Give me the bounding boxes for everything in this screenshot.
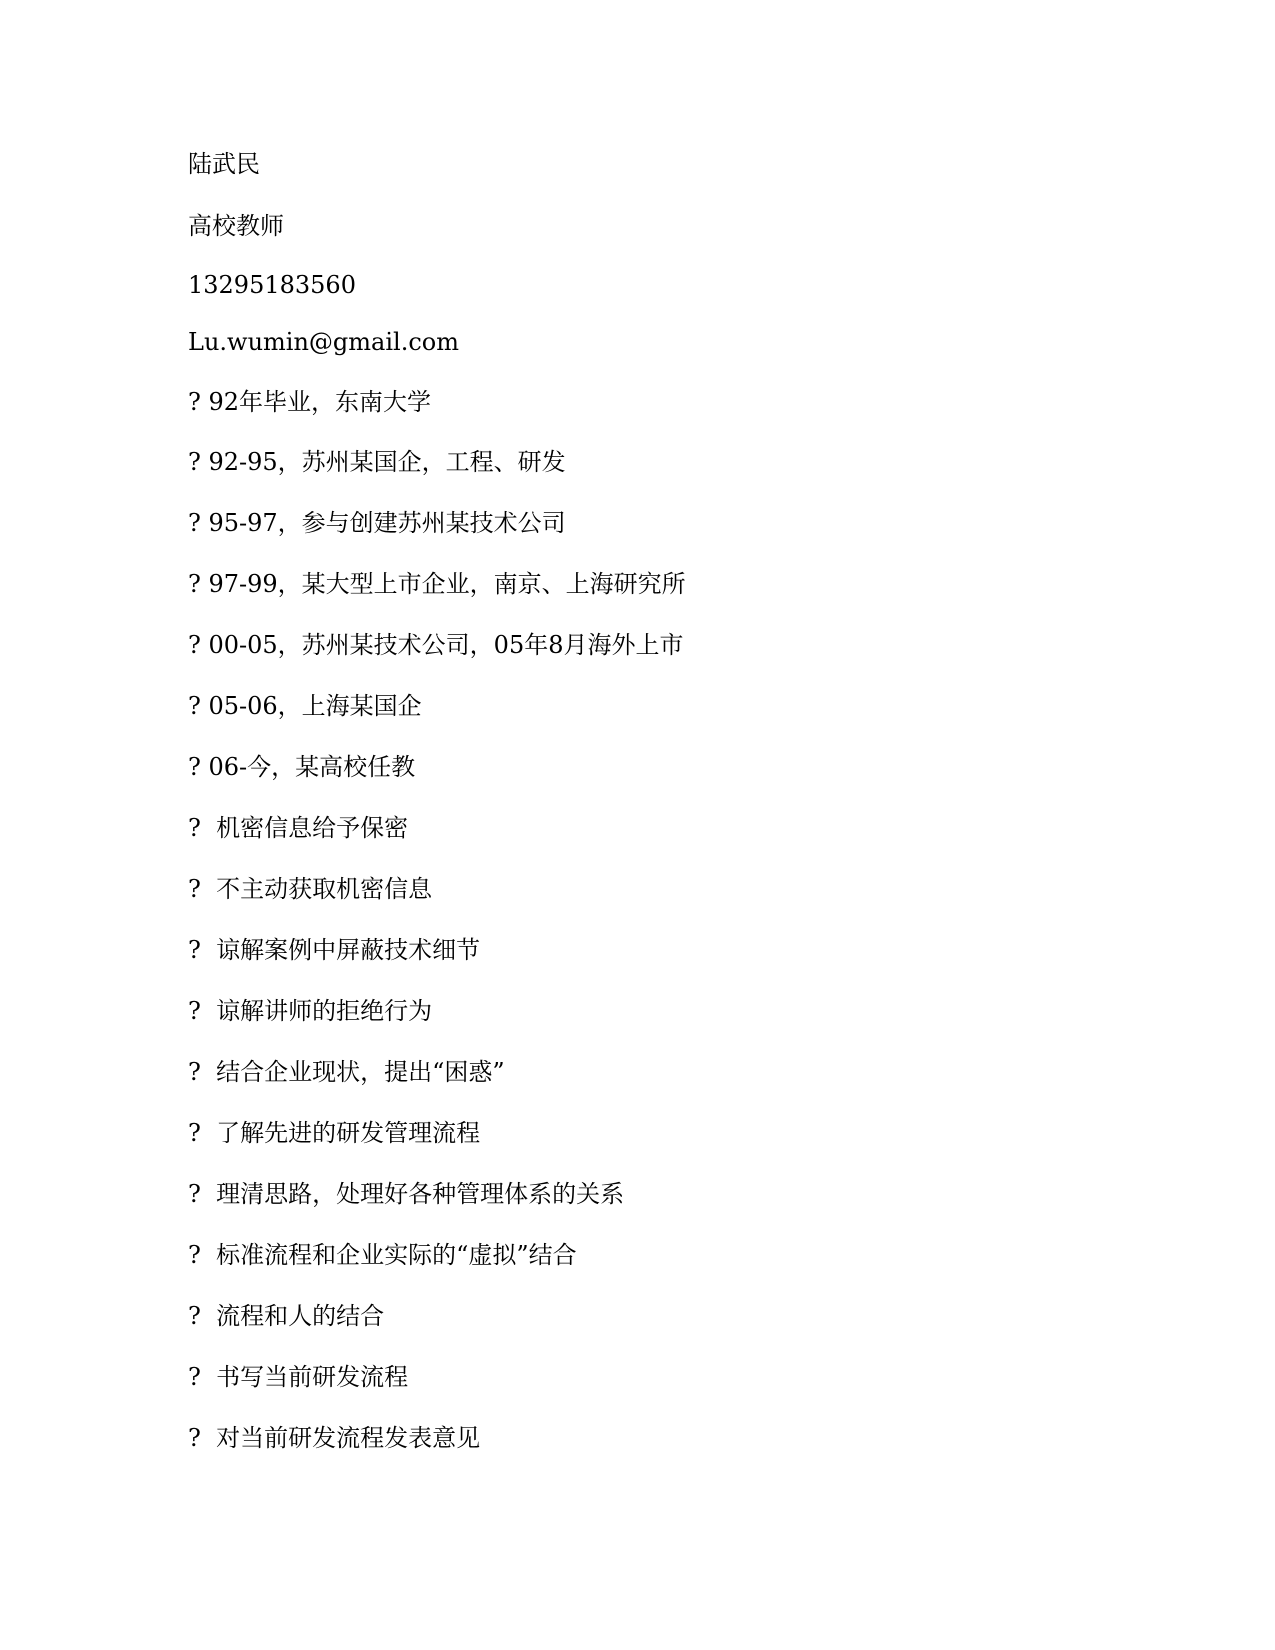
career-item: ? 92-95，苏州某国企，工程、研发 xyxy=(188,448,566,476)
note-item: ? 标准流程和企业实际的“虚拟”结合 xyxy=(188,1241,577,1269)
note-item: ? 流程和人的结合 xyxy=(188,1302,385,1330)
author-phone: 13295183560 xyxy=(188,271,356,299)
career-item: ? 97-99，某大型上市企业，南京、上海研究所 xyxy=(188,570,686,598)
note-item: ? 不主动获取机密信息 xyxy=(188,875,433,903)
career-item: ? 05-06，上海某国企 xyxy=(188,692,422,720)
career-item: ? 92年毕业，东南大学 xyxy=(188,388,432,416)
note-item: ? 书写当前研发流程 xyxy=(188,1363,409,1391)
author-title: 高校教师 xyxy=(188,212,284,240)
author-name: 陆武民 xyxy=(188,150,260,178)
career-item: ? 95-97，参与创建苏州某技术公司 xyxy=(188,509,566,537)
author-email: Lu.wumin@gmail.com xyxy=(188,328,459,356)
note-item: ? 谅解讲师的拒绝行为 xyxy=(188,997,433,1025)
note-item: ? 机密信息给予保密 xyxy=(188,814,409,842)
note-item: ? 谅解案例中屏蔽技术细节 xyxy=(188,936,481,964)
note-item: ? 对当前研发流程发表意见 xyxy=(188,1424,481,1452)
career-item: ? 00-05，苏州某技术公司，05年8月海外上市 xyxy=(188,631,684,659)
note-item: ? 结合企业现状，提出“困惑” xyxy=(188,1058,505,1086)
note-item: ? 了解先进的研发管理流程 xyxy=(188,1119,481,1147)
career-item: ? 06-今，某高校任教 xyxy=(188,753,416,781)
note-item: ? 理清思路，处理好各种管理体系的关系 xyxy=(188,1180,625,1208)
